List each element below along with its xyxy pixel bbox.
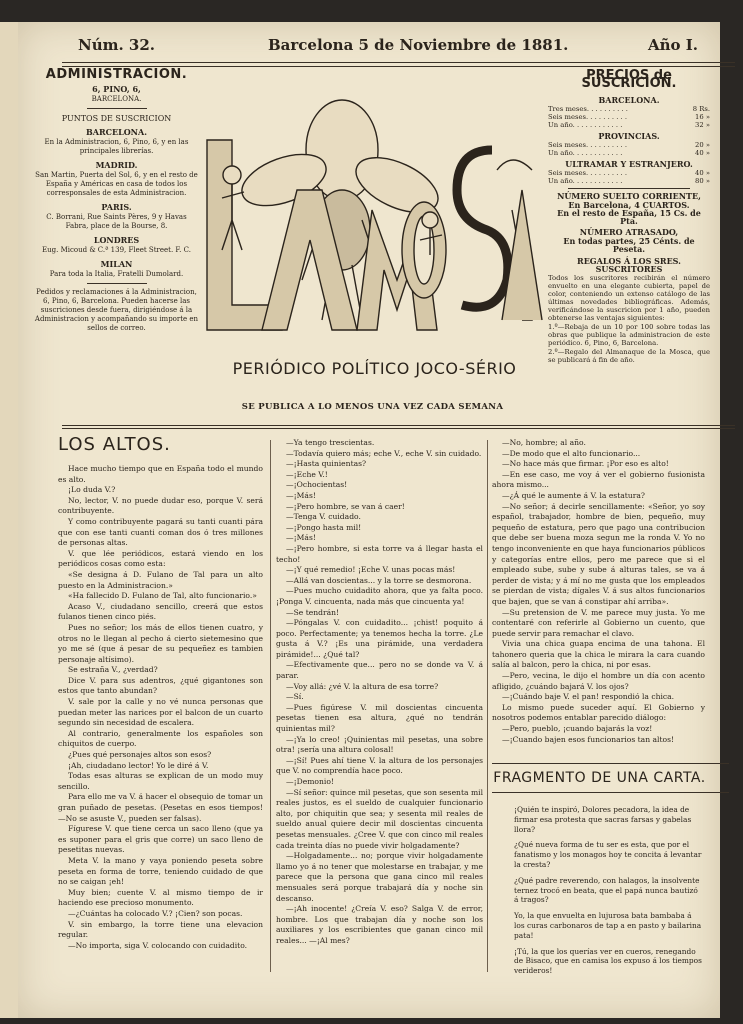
article-paragraph: —Pues figúrese V. mil doscientas cincuenta pesetas tienen esa altura, ¿qué no tendrán quinientas mil? [276,702,483,734]
article-paragraph: —¡Más! [286,490,316,500]
article-paragraph: —No hace más que firmar. ¡Por eso es alto! [502,459,669,469]
poem-stanza: ¿Qué padre reverendo, con halagos, la insolvente ternez trocó en beata, que el papá nunca bautizó á tragos? [514,875,700,905]
fragment-title: FRAGMENTO DE UNA CARTA. [493,770,706,786]
article-paragraph: Todas esas alturas se explican de un modo muy sencillo. [58,771,263,791]
admin-address: 6, PINO, 6, [92,84,141,94]
article-paragraph: Y como contribuyente pagará su tanti cuanti pára que con ese tanti cuanti coman dos ó tres millones de personas altas. [58,516,263,548]
article-paragraph: —¿Cuántas ha colocado V.? ¡Cien? son pocas. [68,908,243,918]
article-paragraph: —Sí. [286,692,304,702]
issue-date: Barcelona 5 de Noviembre de 1881. [268,36,569,54]
article-paragraph: —Holgadamente... no; porque vivir holgadamente llamo yo á no tener que molestarse en trabajar, y me parece que la persona que gana cinco mil reales mensuales será porque trabajará día y noche sin descanso. [276,851,483,903]
price-row: Seis meses. . . . . . . . . . 40 » [548,169,710,177]
article-paragraph: —No importa, siga V. colocando con cuidadito. [68,940,248,950]
subtitle: PERIÓDICO POLÍTICO JOCO-SÉRIO [232,359,517,378]
points-paris-text: C. Borrani, Rue Saints Pères, 9 y Havas Fabra, place de la Bourse, 8. [46,213,187,230]
gifts-item-1: 1.º—Rebaja de un 10 por 100 sobre todas las obras que publique la administracion de este periódico. 6, Pino, 6, Barcelona. [548,323,710,347]
tagline: SE PUBLICA A LO MENOS UNA VEZ CADA SEMANA [241,402,504,412]
price-row: Seis meses. . . . . . . . . . 20 » [548,141,710,149]
article-paragraph: —¡Ah inocente! ¿Creía V. eso? Salga V. de error, hombre. Los que trabajan día y noche son los auxiliares y los escribientes que ganan cinco mil reales... —¡Al mes? [276,904,483,945]
article-paragraph: —¡Pero hombre, se van á caer! [286,501,405,511]
column-divider [270,440,271,972]
article-paragraph: —De modo que el alto funcionario... [502,448,641,458]
article-paragraph: V. sin embargo, la torre tiene una elevacion regular. [58,919,263,940]
article-column-2 [276,438,483,947]
article-paragraph: —¡Cuándo baje V. el pan! respondió la chica. [502,692,675,702]
article-paragraph: —¡Eche V.! [286,469,328,479]
article-paragraph: —Se tendrán! [286,607,340,617]
price-row: Seis meses. . . . . . . . . . 16 » [548,113,710,121]
article-paragraph: «Se designa á D. Fulano de Tal para un alto puesto en la Administracion.» [58,569,263,590]
divider [87,283,147,284]
points-milan-heading: MILAN [100,259,133,269]
fragment-poem [514,805,704,982]
article-column-1 [58,432,263,951]
article-paragraph: Pues no señor; los más de ellos tienen cuatro, y otros no le llegan al pecho á cierto sietemesino que yo me sé (que á pesar de su pequeñez es tambien personaje altísimo). [58,622,263,664]
article-paragraph: —Voy allá: ¿vé V. la altura de esa torre? [286,681,439,691]
article-paragraph: «Ha fallecido D. Fulano de Tal, alto funcionario.» [68,591,257,601]
prices-ultramar-heading: ULTRAMAR Y ESTRANJERO. [565,159,693,169]
header-rule [62,425,735,426]
issue-number: Núm. 32. [78,36,156,54]
points-barcelona-heading: BARCELONA. [86,127,147,137]
article-title: LOS ALTOS. [58,434,171,455]
article-paragraph: V. sale por la calle y no vé nunca personas que puedan meter las narices por el balcon de un cuarto segundo sin necesidad de escalera. [58,697,263,728]
single-issue-barcelona: En Barcelona, 4 CUARTOS. [568,200,690,210]
article-paragraph: Dice V. para sus adentros, ¿qué gigantones son estos que tanto abundan? [58,675,263,696]
article-paragraph: Acaso V., ciudadano sencillo, creerá que estos fulanos tienen cinco piés. [58,601,263,622]
article-paragraph: —Allá van doscientas... y la torre se desmorona. [286,575,472,585]
prices-column [548,68,710,365]
gifts-heading: REGALOS Á LOS SRES. SUSCRITORES [577,256,681,274]
admin-notice: Pedidos y reclamaciones á la Administracion, 6, Pino, 6, Barcelona. Pueden hacerse las suscriciones desde fuera, dirigiéndose á la Administracion y acompañando su importe en sellos de correo. [34,288,199,332]
article-paragraph: —¡Más! [286,533,316,543]
administration-title: ADMINISTRACION. [45,67,188,82]
article-paragraph: —No señor; á decirle sencillamente: «Señor, yo soy español, trabajador, hombre de bien, pequeño, muy pequeño de estatura, pero que pago una contribucion que debe ser buena moza segun me la ronda V. Yo no tengo inconveniente en que haya funcionarios públicos y categorías entre ellos, pero me parece que si el empleado sube, sube y sube á alturas tales, se va á perder de vista; y á mí no me gusta que los empleados se pierdan de vista; dígales V. á sus altos funcionarios que bajen, que se van á constipar ahí arriba». [492,501,705,606]
article-paragraph: —No, hombre; al año. [502,438,586,447]
article-paragraph: Muy bien; cuente V. al mismo tiempo de ir haciendo ese precioso monumento. [58,887,263,908]
points-barcelona-text: En la Administracion, 6, Pino, 6, y en las principales librerías. [44,138,189,155]
article-paragraph: —¡Demonio! [286,777,334,786]
article-paragraph: —¡Y qué remedio! ¡Eche V. unas pocas más! [286,565,456,575]
masthead [0,34,743,62]
back-issue-heading: NÚMERO ATRASADO, [579,227,679,237]
masthead-rule-top [62,62,735,63]
gifts-item-2: 2.º—Regalo del Almanaque de la Mosca, que se publicará á fin de año. [548,348,710,364]
prices-provincias-heading: PROVINCIAS. [598,131,660,141]
article-paragraph: No, lector, V. no puede dudar eso, porque V. será contribuyente. [58,495,263,516]
column-divider [487,440,488,972]
fragment-rule-2 [492,792,729,793]
article-paragraph: —Pero, pueblo, ¡cuando bajarás la voz! [502,724,653,734]
article-paragraph: —¡Sí! Pues ahí tiene V. la altura de los personajes que V. no comprendía hace poco. [276,755,483,776]
article-paragraph: Meta V. la mano y vaya poniendo peseta sobre peseta en forma de torre, teniendo cuidado de que no se caigan ¡eh! [58,855,263,887]
article-paragraph: —Sí señor: quince mil pesetas, que son sesenta mil reales justos, es el sueldo de cualquier funcionario alto, por chiquitin que sea; y sesenta mil reales de sueldo anual quiere decir mil doscientas cincuenta pesetas mensuales. ¿Cree V. que con cinco mil reales cada treinta días no puede vivir holgadamente? [276,787,484,850]
article-paragraph: —Póngalas V. con cuidadito... ¡chist! poquito á poco. Perfectamente; ya tenemos hecha la torre. ¿Le gusta á V.? ¡Es una pirámide, una verdadera pirámide!... ¿Qué tal? [276,618,483,659]
price-row: Un año. . . . . . . . . . . . 40 » [548,149,710,157]
article-paragraph: Se estraña V., ¿verdad? [68,665,158,675]
price-row: Tres meses. . . . . . . . . . 8 Rs. [548,105,710,113]
article-column-3 [492,438,705,745]
poem-stanza: Yo, la que envuelta en lujurosa bata bambaba á los curas carbonaros de tap a en pasto y bailarina pata! [514,911,702,940]
points-paris-heading: PARIS. [101,202,132,212]
article-paragraph: —Efectivamente que... pero no se donde va V. á parar. [276,660,483,681]
points-milan-text: Para toda la Italia, Fratelli Dumolard. [49,270,184,278]
back-issue-price: En todas partes, 25 Cénts. de Peseta. [563,236,695,254]
article-paragraph: —Pero, vecina, le dijo el hombre un día con acento afligido, ¿cuándo bajará V. los ojos? [492,671,705,691]
single-issue-spain: En el resto de España, 15 Cs. de Pta. [557,208,701,226]
article-paragraph: ¡Lo duda V.? [68,485,116,495]
points-london-heading: LONDRES [93,235,140,245]
article-paragraph: —Tenga V. cuidado. [286,512,361,522]
article-paragraph: Al contrario, generalmente los españoles son chiquitos de cuerpo. [58,728,263,749]
article-paragraph: —Ya tengo trescientas. [286,438,375,447]
article-paragraph: —¡Ochocientas! [286,480,348,490]
administration-column [34,67,199,335]
points-london-text: Eug. Micoud & C.ª 139, Fleet Street. F. C. [42,246,191,254]
article-paragraph: Hace mucho tiempo que en España todo el mundo es alto. [58,464,263,484]
article-paragraph: Vivia una chica guapa encima de una tahona. El tahonero queria que la chica le mirara la cara cuando salía al balcon, pero la chica, ni por esas. [492,639,705,670]
article-paragraph: —¡Pero hombre, si esta torre va á llegar hasta el techo! [276,543,483,564]
article-paragraph: ¡Ah, ciudadano lector! Yo le diré á V. [68,760,209,770]
article-paragraph: V. que lée periódicos, estará viendo en los periódicos cosas como esta: [58,548,263,569]
poem-stanza: ¡Tú, la que los querías ver en cueros, renegando de Bisaco, que en camisa los expuso á los tiempos verideros! [514,946,702,976]
article-paragraph: —Su pretension de V. me parece muy justa. Yo me contentaré con referirle al Gobierno un cuento, que puede servir para remachar el clavo. [492,607,705,638]
article-paragraph: Lo mismo puede suceder aquí. El Gobierno y nosotros podemos entablar parecido diálogo: [492,702,705,723]
article-paragraph: —¡Ya lo creo! ¡Quinientas mil pesetas, una sobre otra! ¡sería una altura colosal! [276,734,483,755]
points-title: PUNTOS DE SUSCRICION [61,114,172,123]
article-paragraph: —¿Á qué le aumente á V. la estatura? [502,490,645,500]
banner-title: LA MOSCA [365,346,371,347]
article-paragraph: —¡Hasta quinientas? [286,459,367,469]
article-paragraph: —En ese caso, me voy á ver el gobierno fusionista ahora mismo... [492,469,705,490]
prices-title: PRECIOS de SUSCRICION. [581,68,677,91]
price-row: Un año. . . . . . . . . . . . 80 » [548,177,710,185]
prices-barcelona-heading: BARCELONA. [598,95,660,105]
fragment-rule [492,763,729,764]
article-paragraph: Fígurese V. que tiene cerca un saco lleno (que ya es suponer para el gris que corre) un saco lleno de pesetitas nuevas. [58,824,263,855]
divider [87,108,147,109]
issue-year: Año I. [648,36,699,54]
article-paragraph: Para ello me va V. á hacer el obsequio de tomar un gran puñado de pesetas. (Pesetas en esos tiempos! —No se asuste V., pueden ser falsas). [58,792,263,823]
previous-page-edge [0,22,18,1018]
admin-city: BARCELONA. [91,95,142,103]
article-paragraph: —Todavía quiero más; eche V., eche V. sin cuidado. [286,448,482,458]
article-paragraph: —¡Cuando bajen esos funcionarios tan altos! [502,734,675,744]
price-row: Un año. . . . . . . . . . . . 32 » [548,121,710,129]
article-paragraph: ¿Pues qué personajes altos son esos? [68,750,212,760]
header-rule-2 [62,428,735,429]
single-issue-heading: NÚMERO SUELTO CORRIENTE, [557,191,701,201]
points-madrid-heading: MADRID. [95,160,138,170]
points-madrid-text: San Martin, Puerta del Sol, 6, y en el resto de España y Américas en casa de todos los corresponsales de esta Administracion. [35,171,198,197]
divider [568,188,690,189]
la-mosca-banner-illustration [192,80,544,350]
poem-stanza: ¿Qué nueva forma de tu ser es esta, que por el fanatismo y los monagos hoy te concita á levantar la cresta? [514,840,702,869]
article-paragraph: —Pues mucho cuidadito ahora, que ya falta poco. ¡Ponga V. cincuenta, nada más que cincuenta ya! [276,586,483,606]
poem-stanza: ¡Quién te inspiró, Dolores pecadora, la idea de firmar esa protesta que sacras farsas y gabelas llora? [514,805,692,834]
gifts-text: Todos los suscritores recibirán el número envuelto en una elegante cubierta, papel de color, conteniendo un extenso catálogo de las últimas novedades bibliográficas. Además, verificándose la suscricion por 1 año, pueden obtenerse las ventajas siguientes: [548,274,710,322]
article-paragraph: —¡Pongo hasta mil! [286,522,362,532]
